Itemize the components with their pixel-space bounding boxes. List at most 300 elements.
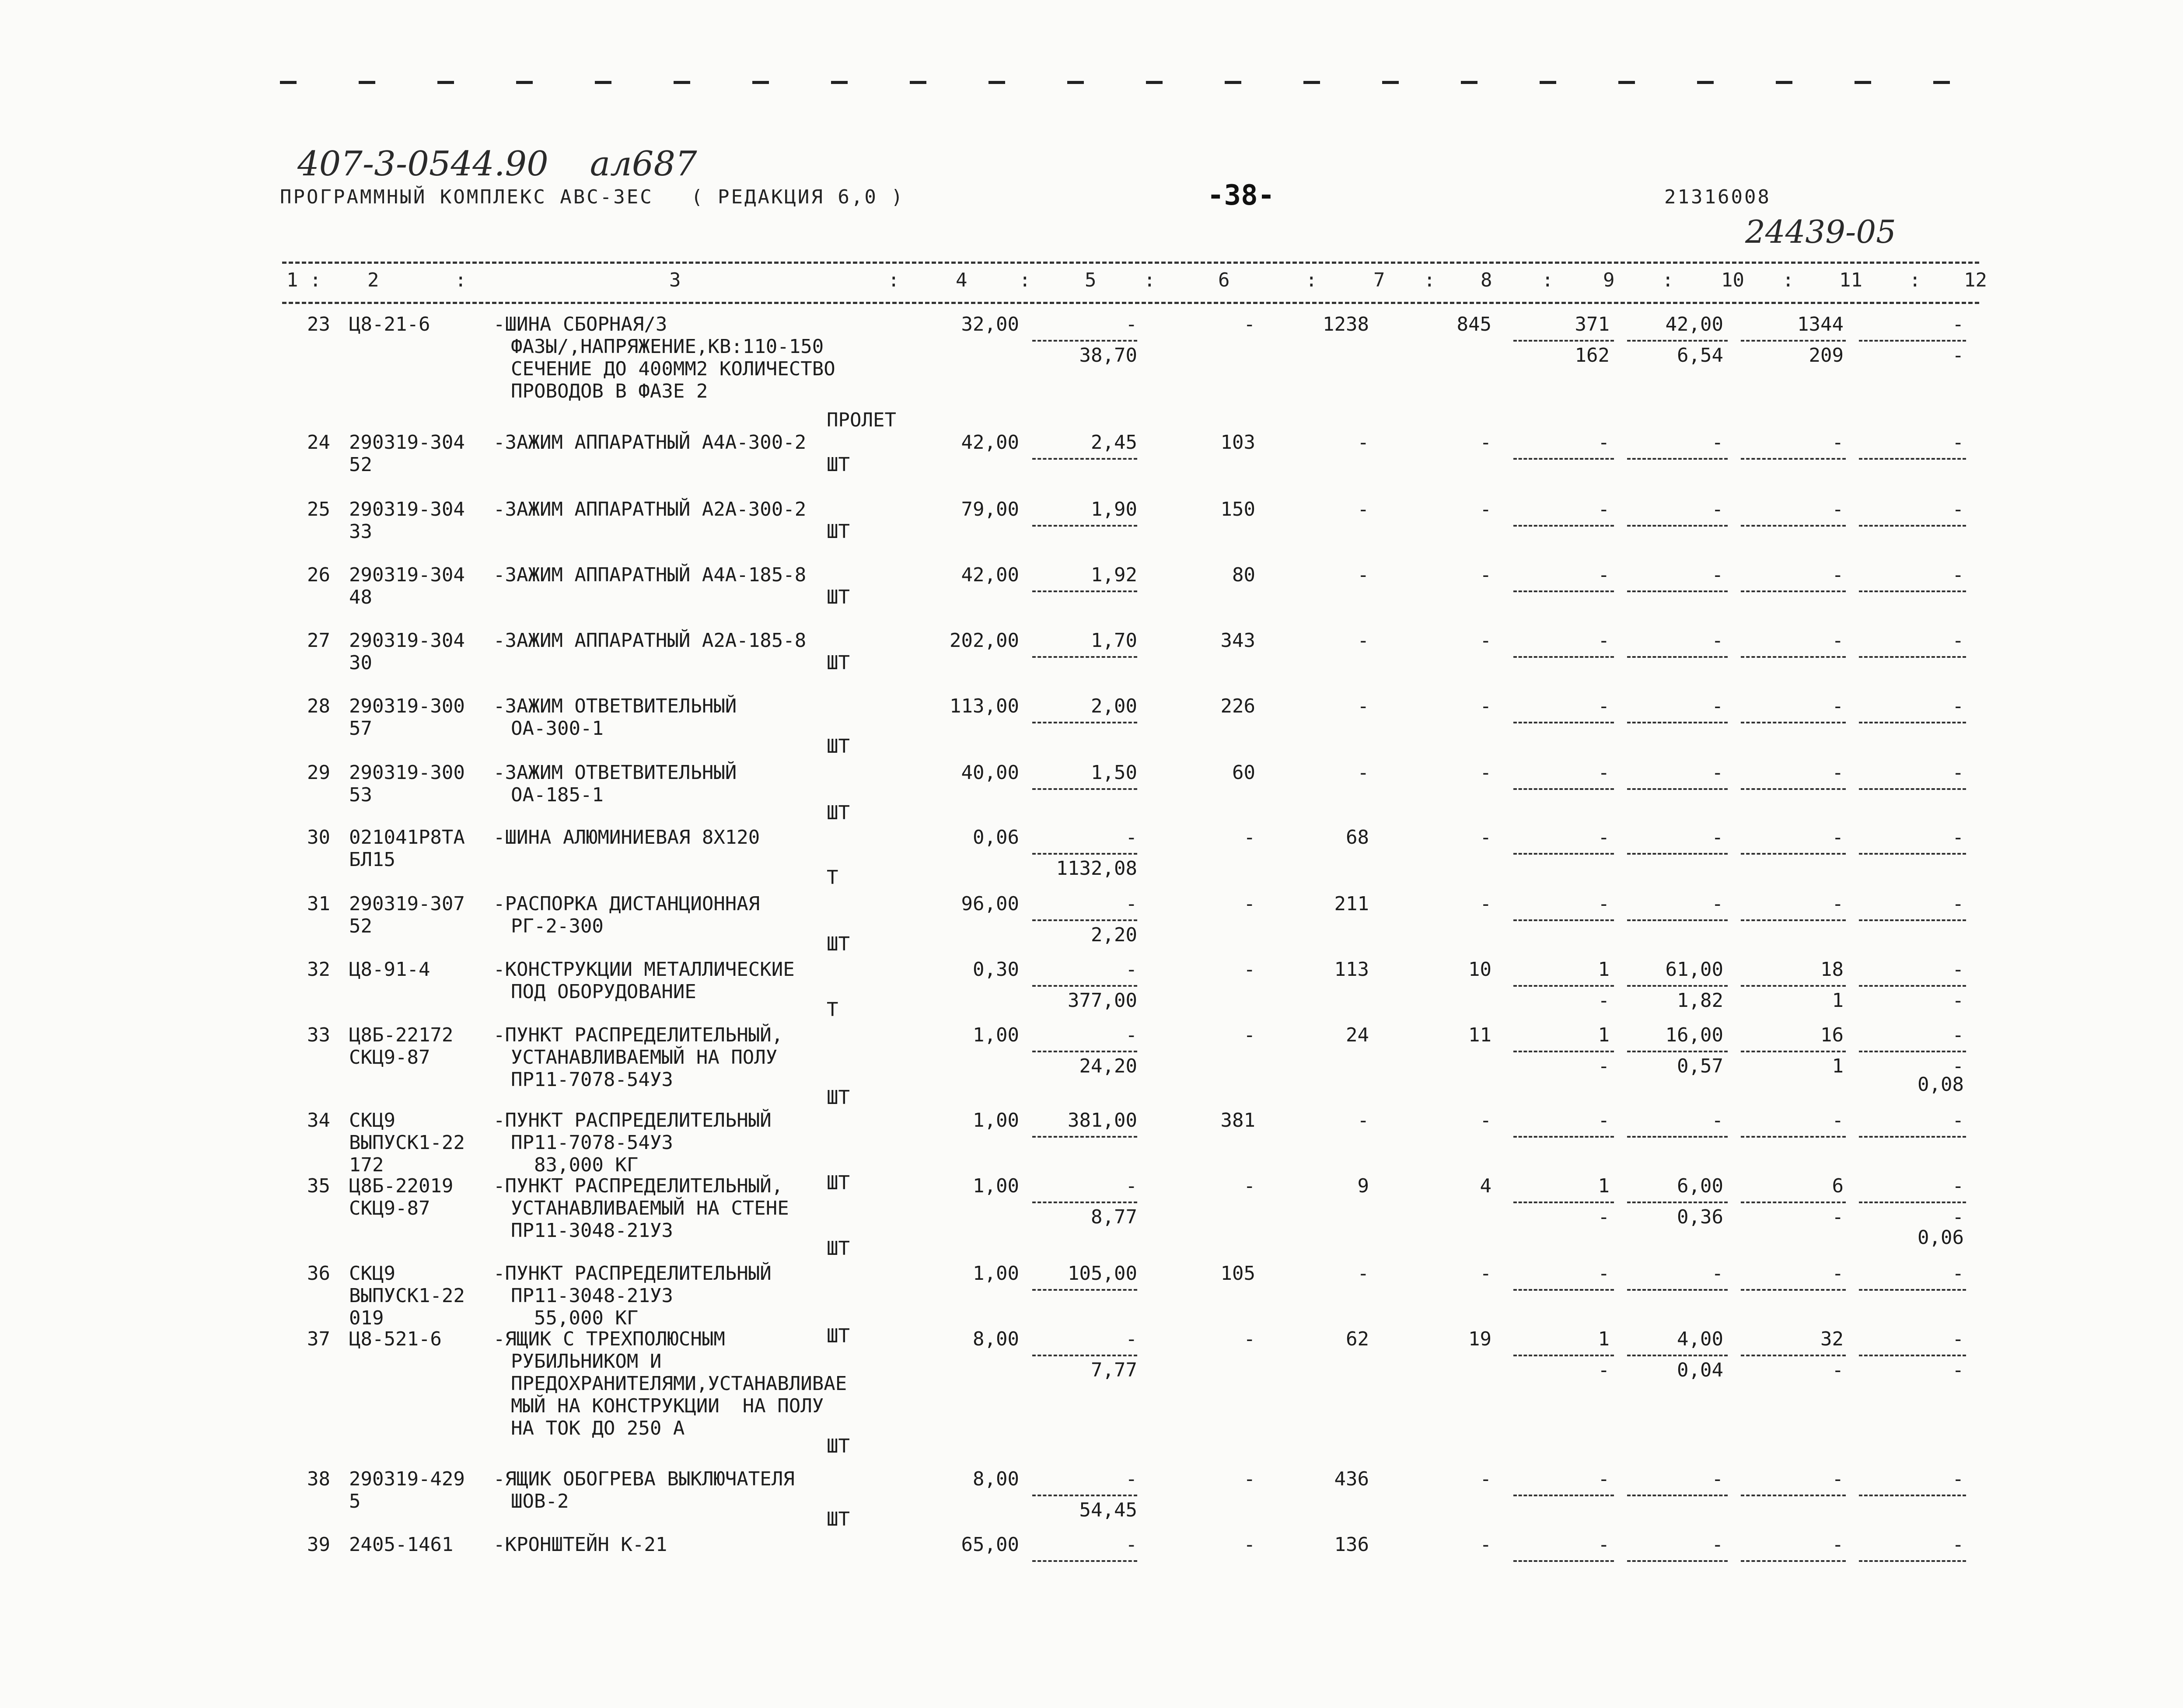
resource-code-line2: 52 — [349, 454, 372, 476]
col9-cell: - — [1598, 629, 1610, 652]
resource-code-line2: 52 — [349, 915, 372, 937]
resource-code: Ц8-521-6 — [349, 1328, 442, 1350]
cost-cell: - — [1243, 1533, 1255, 1556]
col9-cell: - — [1598, 1533, 1610, 1556]
cell-divider — [1513, 1355, 1614, 1356]
cell-divider — [1032, 722, 1137, 723]
col9-cell-second: 162 — [1575, 344, 1610, 367]
column-header-label: 12 — [1964, 269, 1987, 291]
col12-cell-second: - — [1952, 1206, 1964, 1228]
col11-cell: - — [1832, 826, 1844, 849]
cost-cell: 226 — [1220, 695, 1255, 717]
labor-cost-cell: - — [1357, 1109, 1369, 1132]
col9-cell-second: - — [1598, 1359, 1610, 1381]
cost-cell: 60 — [1232, 761, 1255, 784]
col10-cell: 16,00 — [1665, 1024, 1723, 1046]
description-line: -ПУНКТ РАСПРЕДЕЛИТЕЛЬНЫЙ, — [493, 1024, 783, 1046]
description-line: -КРОНШТЕЙН К-21 — [493, 1533, 667, 1556]
resource-code: Ц8-91-4 — [349, 958, 430, 981]
col12-cell: - — [1952, 1109, 1964, 1132]
cost-cell: - — [1243, 1328, 1255, 1350]
resource-code-line2: 30 — [349, 652, 372, 674]
cell-divider — [1741, 1289, 1846, 1291]
col9-cell: - — [1598, 498, 1610, 520]
col10-cell-second: 1,82 — [1677, 989, 1723, 1012]
col12-cell: - — [1952, 564, 1964, 586]
machine-cost-cell: - — [1480, 564, 1491, 586]
row-number: 34 — [307, 1109, 330, 1132]
col12-cell: - — [1952, 1468, 1964, 1490]
col12-cell-second: 0,06 — [1918, 1226, 1964, 1249]
description-line: УСТАНАВЛИВАЕМЫЙ НА ПОЛУ — [511, 1046, 778, 1069]
cell-divider — [1513, 919, 1614, 921]
col11-cell: 32 — [1820, 1328, 1844, 1350]
cell-divider — [1741, 722, 1846, 723]
resource-code-line2: БЛ15 — [349, 849, 395, 871]
machine-cost-cell: - — [1480, 1109, 1491, 1132]
cell-divider — [1627, 985, 1728, 987]
cell-divider — [1859, 656, 1966, 658]
cell-divider — [1627, 340, 1728, 342]
resource-code: 290319-300 — [349, 695, 465, 717]
col9-cell: - — [1598, 431, 1610, 454]
description-line: ОА-300-1 — [511, 717, 604, 740]
cell-divider — [1513, 1560, 1614, 1562]
description-line: 83,000 КГ — [511, 1154, 639, 1176]
col12-cell: - — [1952, 1262, 1964, 1285]
resource-code-line3: 172 — [349, 1154, 384, 1176]
description-line: НА ТОК ДО 250 А — [511, 1417, 685, 1439]
cell-divider — [1859, 788, 1966, 790]
cell-divider — [1627, 1495, 1728, 1496]
column-header-label: : — [1424, 269, 1436, 291]
description-line: 55,000 КГ — [511, 1307, 639, 1329]
quantity-cell: 40,00 — [961, 761, 1019, 784]
quantity-cell: 42,00 — [961, 564, 1019, 586]
machine-cost-cell: 845 — [1456, 313, 1491, 335]
description-line: -ЗАЖИМ АППАРАТНЫЙ А2А-300-2 — [493, 498, 807, 520]
price-cell: - — [1125, 893, 1137, 915]
column-header-label: 9 — [1603, 269, 1615, 291]
col12-cell: - — [1952, 695, 1964, 717]
col9-cell: 1 — [1598, 1024, 1610, 1046]
quantity-cell: 1,00 — [973, 1175, 1019, 1197]
resource-code: 290319-304 — [349, 629, 465, 652]
cell-divider — [1741, 1202, 1846, 1203]
machine-cost-cell: - — [1480, 761, 1491, 784]
col10-cell: - — [1711, 1468, 1723, 1490]
quantity-cell: 0,30 — [973, 958, 1019, 981]
resource-code-line2: 53 — [349, 784, 372, 806]
price-cell-second: 377,00 — [1068, 989, 1137, 1012]
cell-divider — [1032, 1495, 1137, 1496]
description-line: -ПУНКТ РАСПРЕДЕЛИТЕЛЬНЫЙ, — [493, 1175, 783, 1197]
price-cell: 2,00 — [1091, 695, 1137, 717]
col10-cell: - — [1711, 695, 1723, 717]
price-cell: - — [1125, 1468, 1137, 1490]
col11-cell: - — [1832, 1533, 1844, 1556]
resource-code-line2: 57 — [349, 717, 372, 740]
unit-of-measure: Т — [827, 866, 838, 889]
handwritten-doc-code: 407-3-0544.90 ал687 — [297, 144, 697, 184]
program-title: ПРОГРАММНЫЙ КОМПЛЕКС АВС-3ЕС — [280, 186, 653, 208]
col10-cell: - — [1711, 826, 1723, 849]
cell-divider — [1859, 1289, 1966, 1291]
column-header-label: 10 — [1721, 269, 1744, 291]
cell-divider — [1627, 722, 1728, 723]
row-number: 37 — [307, 1328, 330, 1350]
machine-cost-cell: - — [1480, 695, 1491, 717]
price-cell: 1,70 — [1091, 629, 1137, 652]
cell-divider — [1859, 853, 1966, 855]
col12-cell: - — [1952, 1024, 1964, 1046]
col10-cell: - — [1711, 629, 1723, 652]
quantity-cell: 0,06 — [973, 826, 1019, 849]
quantity-cell: 202,00 — [950, 629, 1019, 652]
machine-cost-cell: - — [1480, 1533, 1491, 1556]
row-number: 30 — [307, 826, 330, 849]
cell-divider — [1627, 853, 1728, 855]
col9-cell: - — [1598, 1109, 1610, 1132]
col10-cell: 42,00 — [1665, 313, 1723, 335]
col12-cell-second: - — [1952, 344, 1964, 367]
description-line: ОА-185-1 — [511, 784, 604, 806]
edition-label: ( РЕДАКЦИЯ 6,0 ) — [691, 186, 905, 208]
cell-divider — [1032, 1202, 1137, 1203]
column-header-label: : — [1144, 269, 1156, 291]
col9-cell: - — [1598, 893, 1610, 915]
row-number: 26 — [307, 564, 330, 586]
cell-divider — [1513, 1136, 1614, 1138]
cell-divider — [1741, 340, 1846, 342]
labor-cost-cell: - — [1357, 695, 1369, 717]
col12-cell: - — [1952, 431, 1964, 454]
resource-code: 290319-307 — [349, 893, 465, 915]
cost-cell: - — [1243, 826, 1255, 849]
description-line: -ШИНА АЛЮМИНИЕВАЯ 8Х120 — [493, 826, 760, 849]
cell-divider — [1741, 919, 1846, 921]
column-header-label: 5 — [1085, 269, 1097, 291]
row-number: 33 — [307, 1024, 330, 1046]
machine-cost-cell: 10 — [1468, 958, 1491, 981]
cost-cell: - — [1243, 1468, 1255, 1490]
unit-of-measure: ШТ — [827, 1508, 850, 1530]
col11-cell: - — [1832, 629, 1844, 652]
column-header-label: : — [888, 269, 900, 291]
price-cell: 1,92 — [1091, 564, 1137, 586]
cell-divider — [1859, 340, 1966, 342]
column-header-label: 2 — [367, 269, 379, 291]
cell-divider — [1741, 1051, 1846, 1052]
price-cell-second: 1132,08 — [1056, 857, 1137, 880]
labor-cost-cell: - — [1357, 629, 1369, 652]
cell-divider — [1859, 722, 1966, 723]
cell-divider — [1627, 1355, 1728, 1356]
cost-cell: - — [1243, 1175, 1255, 1197]
cell-divider — [1032, 1560, 1137, 1562]
cost-cell: - — [1243, 1024, 1255, 1046]
description-line: РГ-2-300 — [511, 915, 604, 937]
cell-divider — [1859, 525, 1966, 527]
labor-cost-cell: - — [1357, 761, 1369, 784]
cell-divider — [1627, 919, 1728, 921]
resource-code-line2: СКЦ9-87 — [349, 1046, 430, 1069]
description-line: МЫЙ НА КОНСТРУКЦИИ НА ПОЛУ — [511, 1395, 824, 1417]
col12-cell: - — [1952, 1175, 1964, 1197]
description-line: ПР11-3048-21У3 — [511, 1285, 673, 1307]
resource-code-line2: 33 — [349, 520, 372, 543]
description-line: РУБИЛЬНИКОМ И — [511, 1350, 662, 1373]
cell-divider — [1741, 985, 1846, 987]
unit-of-measure: ШТ — [827, 1325, 850, 1347]
table-header-rule — [282, 302, 1979, 304]
cell-divider — [1859, 458, 1966, 460]
price-cell: - — [1125, 1533, 1137, 1556]
cell-divider — [1032, 1355, 1137, 1356]
cell-divider — [1032, 788, 1137, 790]
labor-cost-cell: - — [1357, 498, 1369, 520]
labor-cost-cell: 68 — [1346, 826, 1369, 849]
machine-cost-cell: - — [1480, 1262, 1491, 1285]
col11-cell-second: 1 — [1832, 989, 1844, 1012]
row-number: 28 — [307, 695, 330, 717]
col11-cell: - — [1832, 1109, 1844, 1132]
col10-cell-second: 0,57 — [1677, 1055, 1723, 1077]
description-line: -ШИНА СБОРНАЯ/3 — [493, 313, 667, 335]
column-header-label: 3 — [669, 269, 681, 291]
quantity-cell: 1,00 — [973, 1024, 1019, 1046]
col10-cell-second: 0,04 — [1677, 1359, 1723, 1381]
price-cell-second: 8,77 — [1091, 1206, 1137, 1228]
quantity-cell: 113,00 — [950, 695, 1019, 717]
col12-cell: - — [1952, 893, 1964, 915]
price-cell: - — [1125, 313, 1137, 335]
col9-cell: - — [1598, 761, 1610, 784]
cell-divider — [1627, 590, 1728, 592]
cost-cell: 105 — [1220, 1262, 1255, 1285]
row-number: 32 — [307, 958, 330, 981]
description-line: СЕЧЕНИЕ ДО 400ММ2 КОЛИЧЕСТВО — [511, 358, 835, 380]
col10-cell: 6,00 — [1677, 1175, 1723, 1197]
row-number: 24 — [307, 431, 330, 454]
row-number: 29 — [307, 761, 330, 784]
quantity-cell: 1,00 — [973, 1109, 1019, 1132]
cell-divider — [1741, 590, 1846, 592]
cell-divider — [1859, 1560, 1966, 1562]
col12-cell: - — [1952, 313, 1964, 335]
cost-cell: 103 — [1220, 431, 1255, 454]
cell-divider — [1627, 1560, 1728, 1562]
resource-code-line3: 019 — [349, 1307, 384, 1329]
description-line: ПР11-7078-54У3 — [511, 1069, 673, 1091]
labor-cost-cell: 24 — [1346, 1024, 1369, 1046]
cell-divider — [1627, 788, 1728, 790]
cell-divider — [1513, 1495, 1614, 1496]
price-cell: 2,45 — [1091, 431, 1137, 454]
cell-divider — [1513, 1051, 1614, 1052]
price-cell-second: 38,70 — [1079, 344, 1137, 367]
resource-code-line2: 5 — [349, 1490, 361, 1512]
col10-cell: - — [1711, 498, 1723, 520]
col12-cell: - — [1952, 958, 1964, 981]
cell-divider — [1513, 1289, 1614, 1291]
col12-cell: - — [1952, 1533, 1964, 1556]
resource-code: 290319-304 — [349, 564, 465, 586]
resource-code: Ц8Б-22172 — [349, 1024, 454, 1046]
description-line: -ЗАЖИМ АППАРАТНЫЙ А4А-300-2 — [493, 431, 807, 454]
unit-of-measure: ШТ — [827, 735, 850, 758]
resource-code: 290319-429 — [349, 1468, 465, 1490]
cell-divider — [1513, 788, 1614, 790]
machine-cost-cell: 19 — [1468, 1328, 1491, 1350]
quantity-cell: 8,00 — [973, 1468, 1019, 1490]
cost-cell: 381 — [1220, 1109, 1255, 1132]
resource-code: Ц8Б-22019 — [349, 1175, 454, 1197]
cell-divider — [1859, 1051, 1966, 1052]
resource-code: 021041Р8ТА — [349, 826, 465, 849]
resource-code: СКЦ9 — [349, 1109, 395, 1132]
row-number: 38 — [307, 1468, 330, 1490]
cell-divider — [1513, 1202, 1614, 1203]
cell-divider — [1032, 340, 1137, 342]
cell-divider — [1741, 853, 1846, 855]
cell-divider — [1627, 1136, 1728, 1138]
description-line: -ПУНКТ РАСПРЕДЕЛИТЕЛЬНЫЙ — [493, 1109, 772, 1132]
column-header-label: : — [1782, 269, 1794, 291]
cell-divider — [1627, 1289, 1728, 1291]
column-header-label: : — [455, 269, 467, 291]
cost-cell: 343 — [1220, 629, 1255, 652]
cell-divider — [1513, 722, 1614, 723]
cell-divider — [1627, 1202, 1728, 1203]
cell-divider — [1859, 1136, 1966, 1138]
col12-cell-second: 0,08 — [1918, 1073, 1964, 1096]
cell-divider — [1032, 525, 1137, 527]
cell-divider — [1513, 458, 1614, 460]
col10-cell: - — [1711, 431, 1723, 454]
column-header-label: : — [1662, 269, 1674, 291]
col11-cell-second: - — [1832, 1206, 1844, 1228]
labor-cost-cell: - — [1357, 1262, 1369, 1285]
description-line: ПОД ОБОРУДОВАНИЕ — [511, 981, 696, 1003]
description-line: ШОВ-2 — [511, 1490, 569, 1512]
description-line: ПРЕДОХРАНИТЕЛЯМИ,УСТАНАВЛИВАЕ — [511, 1373, 847, 1395]
cost-cell: - — [1243, 893, 1255, 915]
price-cell: - — [1125, 1024, 1137, 1046]
quantity-cell: 1,00 — [973, 1262, 1019, 1285]
unit-of-measure: ШТ — [827, 1237, 850, 1260]
col9-cell: - — [1598, 695, 1610, 717]
description-line: ПР11-3048-21У3 — [511, 1219, 673, 1242]
price-cell: - — [1125, 958, 1137, 981]
quantity-cell: 79,00 — [961, 498, 1019, 520]
col9-cell: - — [1598, 1262, 1610, 1285]
col11-cell: - — [1832, 498, 1844, 520]
machine-cost-cell: - — [1480, 826, 1491, 849]
quantity-cell: 65,00 — [961, 1533, 1019, 1556]
cell-divider — [1741, 656, 1846, 658]
labor-cost-cell: - — [1357, 431, 1369, 454]
col10-cell-second: 6,54 — [1677, 344, 1723, 367]
cell-divider — [1513, 985, 1614, 987]
unit-of-measure: ПРОЛЕТ — [827, 409, 896, 431]
resource-code-line2: СКЦ9-87 — [349, 1197, 430, 1219]
col10-cell: - — [1711, 564, 1723, 586]
cell-divider — [1032, 1289, 1137, 1291]
col10-cell: 61,00 — [1665, 958, 1723, 981]
cell-divider — [1741, 788, 1846, 790]
document-number: 21316008 — [1664, 186, 1771, 208]
machine-cost-cell: - — [1480, 893, 1491, 915]
unit-of-measure: ШТ — [827, 586, 850, 608]
unit-of-measure: ШТ — [827, 1435, 850, 1457]
page-number: -38- — [1207, 179, 1275, 212]
cell-divider — [1032, 1136, 1137, 1138]
price-cell-second: 2,20 — [1091, 924, 1137, 946]
row-number: 39 — [307, 1533, 330, 1556]
col11-cell-second: - — [1832, 1359, 1844, 1381]
cell-divider — [1032, 458, 1137, 460]
cell-divider — [1032, 1051, 1137, 1052]
col11-cell: 18 — [1820, 958, 1844, 981]
description-line: УСТАНАВЛИВАЕМЫЙ НА СТЕНЕ — [511, 1197, 789, 1219]
cell-divider — [1627, 656, 1728, 658]
col10-cell-second: 0,36 — [1677, 1206, 1723, 1228]
cell-divider — [1859, 985, 1966, 987]
col12-cell-second: - — [1952, 1359, 1964, 1381]
resource-code: Ц8-21-6 — [349, 313, 430, 335]
quantity-cell: 8,00 — [973, 1328, 1019, 1350]
machine-cost-cell: - — [1480, 1468, 1491, 1490]
col9-cell-second: - — [1598, 1206, 1610, 1228]
handwritten-sheet-code: ал687 — [590, 144, 697, 184]
column-header-label: : — [1542, 269, 1554, 291]
column-header-label: 6 — [1218, 269, 1230, 291]
description-line: ФАЗЫ/,НАПРЯЖЕНИЕ,КВ:110-150 — [511, 335, 824, 358]
col11-cell: - — [1832, 893, 1844, 915]
description-line: -ЗАЖИМ АППАРАТНЫЙ А4А-185-8 — [493, 564, 807, 586]
cell-divider — [1859, 1355, 1966, 1356]
description-line: ПРОВОДОВ В ФАЗЕ 2 — [511, 380, 708, 402]
col10-cell: - — [1711, 1109, 1723, 1132]
cell-divider — [1859, 1202, 1966, 1203]
cost-cell: 80 — [1232, 564, 1255, 586]
labor-cost-cell: 113 — [1334, 958, 1369, 981]
col10-cell: - — [1711, 1533, 1723, 1556]
resource-code: 290319-304 — [349, 431, 465, 454]
handwritten-archive-number: 24439-05 — [1745, 213, 1896, 250]
labor-cost-cell: 136 — [1334, 1533, 1369, 1556]
cell-divider — [1032, 590, 1137, 592]
labor-cost-cell: 1238 — [1323, 313, 1369, 335]
price-cell: 105,00 — [1068, 1262, 1137, 1285]
labor-cost-cell: 436 — [1334, 1468, 1369, 1490]
col11-cell: - — [1832, 761, 1844, 784]
resource-code-line2: ВЫПУСК1-22 — [349, 1285, 465, 1307]
quantity-cell: 32,00 — [961, 313, 1019, 335]
col12-cell: - — [1952, 761, 1964, 784]
col12-cell: - — [1952, 826, 1964, 849]
machine-cost-cell: - — [1480, 629, 1491, 652]
unit-of-measure: ШТ — [827, 520, 850, 543]
description-line: -ЗАЖИМ ОТВЕТВИТЕЛЬНЫЙ — [493, 695, 737, 717]
resource-code: 2405-1461 — [349, 1533, 454, 1556]
unit-of-measure: ШТ — [827, 454, 850, 476]
col10-cell: - — [1711, 761, 1723, 784]
labor-cost-cell: 9 — [1357, 1175, 1369, 1197]
col12-cell-second: - — [1952, 1055, 1964, 1077]
price-cell-second: 54,45 — [1079, 1499, 1137, 1521]
